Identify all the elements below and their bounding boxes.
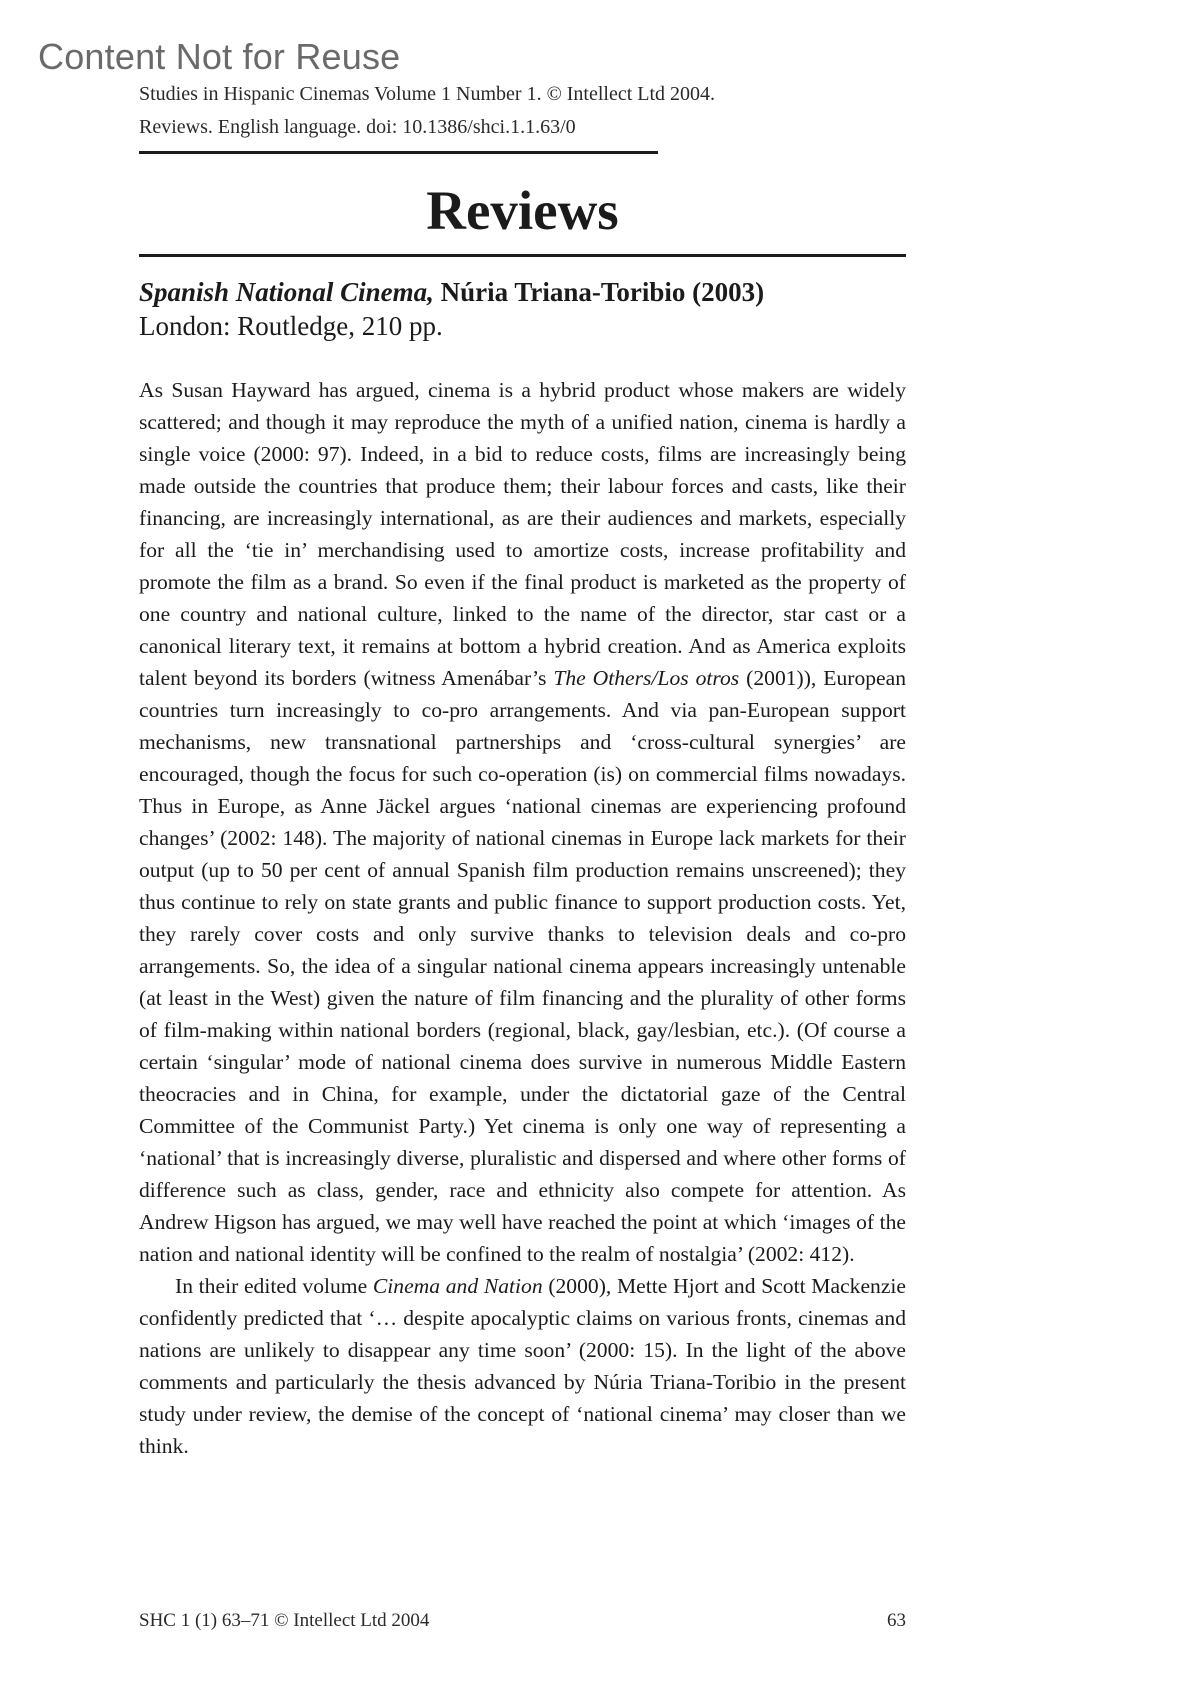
book-author: Núria Triana-Toribio (2003) [440,277,765,307]
review-body [139,374,906,1462]
book-reference [139,275,906,343]
book-publisher: London: Routledge, 210 pp. [139,311,443,341]
paragraph-2-part-a: In their edited volume [175,1274,373,1298]
film-title: The Others/Los otros [553,666,740,690]
header-rule [139,151,658,154]
paragraph-1-part-a: As Susan Hayward has argued, cinema is a hybrid product whose makers are widely scattered; and though it may reproduce the myth of a unified nation, cinema is hardly a single voice (2000: 97). Indeed, in a bid to reduce costs, films are increasingly being made outside the countries that produce them; their labour forces and casts, like their financing, are increasingly international, as are their audiences and markets, especially for all the ‘tie in’ merchandising used to amortize costs, increase profitability and promote the film as a brand. So even if the final product is marketed as the property of one country and national culture, linked to the name of the director, star cast or a canonical literary text, it remains at bottom a hybrid creation. And as America exploits talent beyond its borders (witness Amenábar’s [139,378,906,690]
paragraph-1-part-b: (2001)), European countries turn increasingly to co-pro arrangements. And via pan-European support mechanisms, new transnational partnerships and ‘cross-cultural synergies’ are encouraged, though the focus for such co-operation (is) on commercial films nowadays. Thus in Europe, as Anne Jäckel argues ‘national cinemas are experiencing profound changes’ (2002: 148). The majority of national cinemas in Europe lack markets for their output (up to 50 per cent of annual Spanish film production remains unscreened); they thus continue to rely on state grants and public finance to support production costs. Yet, they rarely cover costs and only survive thanks to television deals and co-pro arrangements. So, the idea of a singular national cinema appears increasingly untenable (at least in the West) given the nature of film financing and the plurality of other forms of film-making within national borders (regional, black, gay/lesbian, etc.). (Of course a certain ‘singular’ mode of national cinema does survive in numerous Middle Eastern theocracies and in China, for example, under the dictatorial gaze of the Central Committee of the Communist Party.) Yet cinema is only one way of representing a ‘national’ that is increasingly diverse, pluralistic and dispersed and where other forms of difference such as class, gender, race and ethnicity also compete for attention. As Andrew Higson has argued, we may well have reached the point at which ‘images of the nation and national identity will be confined to the realm of nostalgia’ (2002: 412). [139,666,906,1266]
journal-citation: Studies in Hispanic Cinemas Volume 1 Number 1. © Intellect Ltd 2004. [139,83,716,105]
journal-header [139,78,715,144]
footer-citation: SHC 1 (1) 63–71 © Intellect Ltd 2004 [139,1610,430,1631]
page-number: 63 [887,1610,906,1631]
cited-book-title: Cinema and Nation [372,1274,543,1298]
paragraph-1 [139,374,906,1270]
paragraph-2 [139,1270,906,1462]
journal-doi: Reviews. English language. doi: 10.1386/shci.1.1.63/0 [139,116,576,138]
section-title: Reviews [426,180,619,241]
title-rule [139,254,906,257]
watermark: Content Not for Reuse [38,36,401,77]
paragraph-2-part-b: (2000), Mette Hjort and Scott Mackenzie confidently predicted that ‘… despite apocalyptic claims on various fronts, cinemas and nations are unlikely to disappear any time soon’ (2000: 15). In the light of the above comments and particularly the thesis advanced by Núria Triana-Toribio in the present study under review, the demise of the concept of ‘national cinema’ may closer than we think. [139,1274,906,1458]
book-title: Spanish National Cinema, [139,277,434,307]
